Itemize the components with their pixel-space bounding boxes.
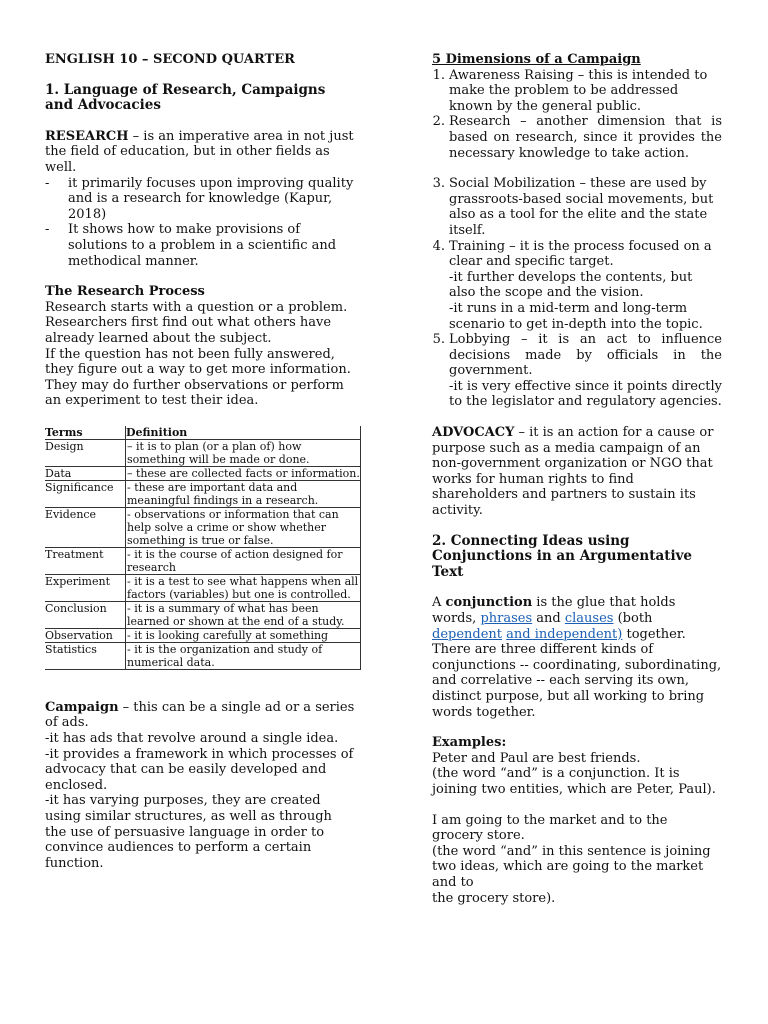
table-row: [45, 480, 361, 507]
term-cell: Significance: [45, 480, 126, 507]
text-fragment: is the glue that holds words,: [432, 595, 676, 626]
phrases-link[interactable]: phrases: [480, 611, 533, 626]
research-term: RESEARCH: [45, 128, 129, 144]
dimensions-title: 5 Dimensions of a Campaign: [432, 52, 641, 67]
definition-cell: - it is a summary of what has been learned or shown at the end of a study.: [126, 601, 361, 628]
text-fragment: A: [432, 595, 446, 611]
definition-cell: - it is a test to see what happens when all factors (variables) but one is controlled.: [126, 574, 361, 601]
table-header-row: [45, 426, 361, 440]
definition-cell: - it is the course of action designed for research: [126, 547, 361, 574]
term-cell: Experiment: [45, 574, 126, 601]
bullet-text: It shows how to make provisions of solutions to a problem in a scientific and methodical manner.: [68, 222, 337, 269]
dimension-text: Lobbying – it is an act to influence decisions made by officials in the government.: [449, 332, 722, 379]
conjunction-paragraph: [432, 595, 722, 720]
table-row: [45, 574, 361, 601]
example-1: Peter and Paul are best friends.: [432, 750, 641, 766]
left-column: [45, 52, 360, 871]
document-header: ENGLISH 10 – SECOND QUARTER: [45, 52, 295, 67]
text-fragment: and: [532, 611, 565, 626]
advocacy-def-text: – it is an action for a cause or purpose such as a media campaign of an non-government organization or NGO that works for human rights to find shareholders and partners to sustain its activity.: [432, 425, 714, 519]
right-column: [432, 52, 722, 906]
example-2-note: [432, 844, 722, 906]
conjunction-term: conjunction: [445, 595, 533, 611]
terms-table: [45, 426, 361, 670]
example-2: I am going to the market and to the grocery store.: [432, 812, 668, 844]
list-item: 2. Research – another dimension that is based on research, since it provides the necessary knowledge to take action.: [432, 114, 722, 161]
definition-cell: - it is looking carefully at something: [126, 628, 361, 642]
term-cell: Conclusion: [45, 601, 126, 628]
advocacy-definition: [432, 425, 722, 519]
advocacy-term: ADVOCACY: [432, 425, 515, 441]
term-cell: Evidence: [45, 507, 126, 547]
table-row: [45, 601, 361, 628]
section-2-title: 2. Connecting Ideas using Conjunctions in an Argumentative Text: [432, 532, 693, 580]
note-text: the grocery store).: [432, 890, 556, 906]
research-process-p1: Research starts with a question or a problem. Researchers first find out what others have already learned about the subject.: [45, 299, 348, 346]
term-cell: Data: [45, 466, 126, 480]
definition-cell: - these are important data and meaningful findings in a research.: [126, 480, 361, 507]
table-row: [45, 507, 361, 547]
examples-title: Examples:: [432, 735, 507, 751]
campaign-line: -it has varying purposes, they are created using similar structures, as well as through the use of persuasive language in order to convince audiences to perform a certain function.: [45, 793, 332, 871]
dimensions-list: [432, 68, 722, 410]
research-def-text: – is an imperative area in not just the field of education, but in other fields as well.: [45, 128, 354, 175]
term-cell: Observation: [45, 628, 126, 642]
independent-link[interactable]: and independent): [506, 626, 623, 642]
dimension-text: Research – another dimension that is based on research, since it provides the necessary knowledge to take action.: [449, 114, 722, 161]
table-row: [45, 466, 361, 480]
campaign-line: -it provides a framework in which processes of advocacy that can be easily developed and enclosed.: [45, 746, 354, 793]
campaign-term: Campaign: [45, 699, 119, 715]
research-process-p2: If the question has not been fully answered, they figure out a way to get more information. They may do further observations or perform an experiment to test their idea.: [45, 346, 351, 409]
definition-cell: - observations or information that can help solve a crime or show whether something is true or false.: [126, 507, 361, 547]
definition-header: Definition: [126, 426, 361, 440]
terms-header: Terms: [45, 426, 126, 440]
dependent-link[interactable]: dependent: [432, 626, 503, 642]
term-cell: Statistics: [45, 642, 126, 669]
list-item: - It shows how to make provisions of solutions to a problem in a scientific and methodical manner.: [45, 222, 337, 269]
list-item: 3. Social Mobilization – these are used by grassroots-based social movements, but also as a tool for the elite and the state itself.: [432, 176, 714, 238]
dimension-extra: -it runs in a mid-term and long-term scenario to get in-depth into the topic.: [449, 300, 703, 332]
bullet-text: it primarily focuses upon improving quality and is a research for knowledge (Kapur, 2018): [68, 175, 354, 222]
clauses-link[interactable]: clauses: [564, 611, 614, 626]
dimension-extra: -it further develops the contents, but also the scope and the vision.: [449, 269, 693, 301]
table-row: [45, 547, 361, 574]
research-definition: [45, 129, 357, 176]
dimension-text: Awareness Raising – this is intended to make the problem to be addressed known by the general public.: [449, 67, 708, 114]
list-item: - it primarily focuses upon improving quality and is a research for knowledge (Kapur, 2018): [45, 175, 354, 222]
campaign-def-text: – this can be a single ad or a series of ads.: [45, 699, 355, 731]
example-1-note: (the word “and” is a conjunction. It is joining two entities, which are Peter, Paul).: [432, 766, 716, 797]
term-cell: Treatment: [45, 547, 126, 574]
campaign-definition: [45, 700, 357, 731]
section-1-title: 1. Language of Research, Campaigns and Advocacies: [45, 81, 326, 114]
table-row: [45, 628, 361, 642]
dimension-text: Social Mobilization – these are used by grassroots-based social movements, but also as a tool for the elite and the state itself.: [449, 176, 714, 238]
definition-cell: - it is the organization and study of numerical data.: [126, 642, 361, 669]
term-cell: Design: [45, 439, 126, 466]
note-text: (the word “and” in this sentence is joining two ideas, which are going to the market and to: [432, 843, 711, 890]
definition-cell: – these are collected facts or information.: [127, 466, 360, 480]
table-row: [45, 642, 361, 669]
list-item: 4. Training – it is the process focused on a clear and specific target. -it further develops the contents, but also the scope and the vision. -it runs in a mid-term and long-term scenario to get in-depth into the topic.: [432, 238, 712, 332]
definition-cell: – it is to plan (or a plan of) how something will be made or done.: [126, 439, 361, 466]
research-process-title: The Research Process: [45, 284, 205, 300]
text-fragment: (both: [613, 611, 653, 626]
list-item: 5. Lobbying – it is an act to influence decisions made by officials in the government. -it is very effective since it points directly to the legislator and regulatory agencies.: [432, 332, 722, 410]
research-bullets: [45, 176, 357, 270]
dimension-text: Training – it is the process focused on a clear and specific target.: [449, 238, 712, 270]
table-row: [45, 439, 361, 466]
campaign-line: -it has ads that revolve around a single idea.: [45, 731, 339, 747]
list-item: 1. Awareness Raising – this is intended to make the problem to be addressed known by the general public.: [432, 67, 708, 114]
dimension-extra: -it is very effective since it points directly to the legislator and regulatory agencies.: [449, 378, 722, 410]
text-fragment: together. There are three different kinds of conjunctions -- coordinating, subordinating, and correlative -- each serving its own, distinct purpose, but all working to bring words together.: [432, 626, 722, 720]
